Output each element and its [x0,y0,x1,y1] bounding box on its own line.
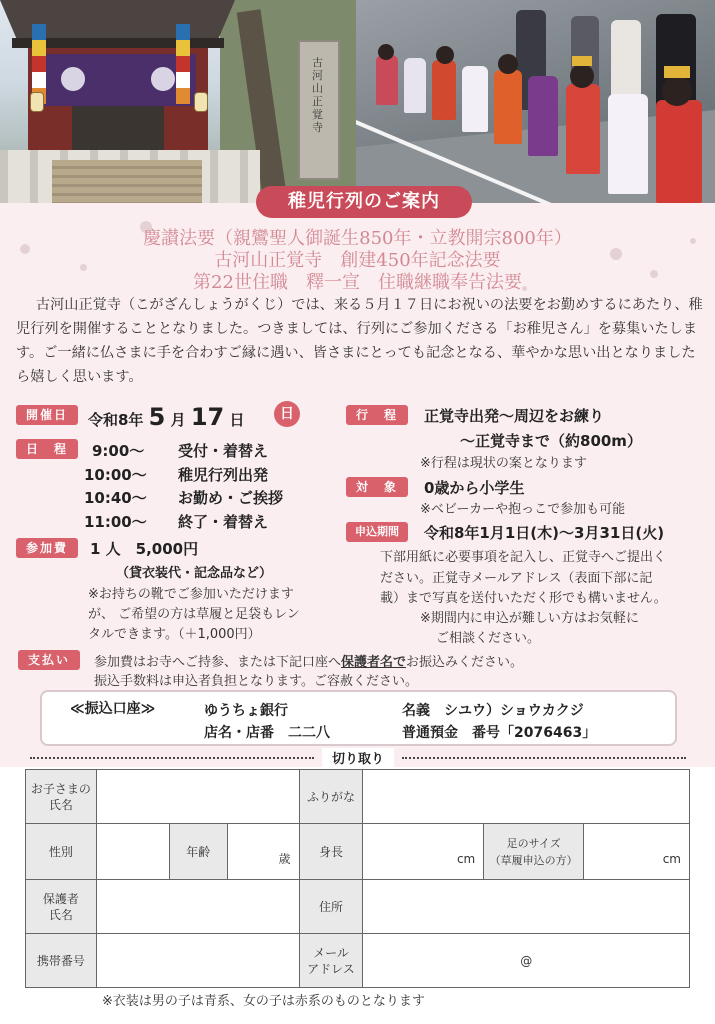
date-badge: 開催日 [16,405,78,425]
lantern-icon [194,92,208,112]
photo-strip [0,0,715,203]
schedule-event-1: 受付・着替え [178,442,269,460]
child-name-label [26,770,97,824]
child-figure [528,76,558,156]
fee-note-3: タルできます。（＋1,000円） [88,627,261,642]
child-figure [656,100,702,203]
child-figure [376,55,398,105]
gender-label: 性別 [26,824,97,880]
child-head [436,46,454,64]
cut-line-left [30,757,314,759]
application-badge: 申込期間 [346,522,408,542]
date-month-unit: 月 [170,411,186,429]
payment-badge: 支払い [18,650,80,670]
child-name-field[interactable] [96,770,299,824]
application-period: 令和8年1月1日(木)～3月31日(火) [424,524,665,542]
height-label: 身長 [299,824,363,880]
email-field[interactable] [363,934,690,988]
application-line-1: 下部用紙に必要事項を記入し、正覚寺へご提出く [380,550,667,565]
payment-line-2: 振込手数料は申込者負担となります。ご容赦ください。 [94,674,418,689]
page-title: 稚児行列のご案内 [256,186,472,218]
headline-line-1: 慶讃法要（親鸞聖人御誕生850年・立教開宗800年） [143,228,572,249]
child-figure [608,94,648,194]
age-unit: 歳 [278,852,291,866]
cut-line-right [402,757,686,759]
weekday-badge: 日 [274,401,300,427]
schedule-time-4: 11:00～ [84,513,147,531]
banner-flag [176,24,190,104]
application-form [25,769,690,988]
application-line-5: ご相談ください。 [436,631,541,646]
bank-branch: 店名・店番 二二八 [204,725,330,741]
child-figure [404,58,426,113]
height-unit: cm [456,851,476,866]
child-head [498,54,518,74]
fee-includes: （貸衣装代・記念品など） [116,566,273,581]
foot-size-label-text: 足のサイズ （草履申込の方） [489,836,578,867]
guardian-name-label-text: 保護者 氏名 [42,891,79,922]
cut-label: 切り取り [322,748,394,767]
route-line-2: ～正覚寺まで（約800m） [460,432,642,450]
date-era: 令和8年 [88,411,144,429]
gender-field[interactable] [96,824,169,880]
fee-amount: 1 人 5,000円 [90,540,199,558]
bank-account-box [40,690,677,746]
route-note: ※行程は現状の案となります [420,456,587,471]
temple-photo [0,0,356,203]
foot-size-field[interactable] [584,824,690,880]
child-head [662,76,692,106]
application-line-4: ※期間内に申込が難しい方はお気軽に [420,611,639,626]
guardian-name-field[interactable] [96,880,299,934]
fee-note-1: ※お持ちの靴でご参加いただけます [88,587,294,602]
child-head [378,44,394,60]
crest-icon [58,64,88,94]
parade-photo [356,0,715,203]
stone-marker-text: 古河山正覚寺 [312,56,323,134]
phone-field[interactable] [96,934,299,988]
schedule-event-2: 稚児行列出発 [178,466,269,484]
intro-paragraph: 古河山正覚寺（こがざんしょうがくじ）では、来る５月１７日にお祝いの法要をお勤めするにあたり、稚児行列を開催することとなりました。つきましては、行列にご参加くださる「お稚児さん」を募集いたします。ご一緒に仏さまに手を合わすご縁に遇い、皆さまにとっても記念となる、華やかな思い出となりましたら嬉しく思います。 [16,297,703,385]
address-field[interactable] [363,880,690,934]
schedule-badge: 日 程 [16,439,78,459]
headline-line-3: 第22世住職 釋一宣 住職継職奉告法要 [193,272,522,293]
schedule-time-3: 10:40～ [84,489,147,507]
child-figure [494,70,522,144]
crown-icon [572,56,592,66]
schedule-event-4: 終了・着替え [178,513,269,531]
fee-note-2: が、 ご希望の方は草履と足袋もレン [88,607,300,622]
crown-icon [664,66,690,78]
payment-text-post: お振込みください。 [406,655,524,670]
steps [52,160,202,203]
age-label: 年齢 [169,824,227,880]
application-line-3: 載）まで写真を送付いただく形でも構いません。 [380,591,667,606]
target-note: ※ベビーカーや抱っこで参加も可能 [420,502,626,517]
email-label [299,934,363,988]
email-at: @ [520,953,533,968]
bank-name: ゆうちょ銀行 [204,703,288,719]
child-figure [566,84,600,174]
payment-text-emph: 保護者名で [341,655,407,670]
target-badge: 対 象 [346,477,408,497]
application-line-2: ださい。正覚寺メールアドレス（表面下部に記 [380,571,653,586]
phone-label: 携帯番号 [26,934,97,988]
furigana-label: ふりがな [299,770,363,824]
costume-footnote: ※衣装は男の子は青系、女の子は赤系のものとなります [102,994,425,1009]
guardian-name-label [26,880,97,934]
route-line-1: 正覚寺出発～周辺をお練り [424,407,605,425]
lantern-icon [30,92,44,112]
schedule-time-1: 9:00～ [92,442,145,460]
height-field[interactable] [363,824,484,880]
payment-line-1 [94,651,523,670]
furigana-field[interactable] [363,770,690,824]
event-date [88,403,245,431]
headline-line-2: 古河山正覚寺 創建450年記念法要 [214,250,501,271]
child-figure [432,60,456,120]
child-figure [462,66,488,132]
bank-holder: 名義 シユウ）ショウカクジ [402,703,584,719]
date-day-unit: 日 [229,411,245,429]
child-name-label-text: お子さまの 氏名 [30,781,91,812]
address-label: 住所 [299,880,363,934]
route-badge: 行 程 [346,405,408,425]
foot-size-label [484,824,584,880]
email-label-text: メール アドレス [307,945,355,976]
bank-heading: ≪振込口座≫ [70,701,156,717]
fee-badge: 参加費 [16,538,78,558]
child-head [570,64,594,88]
age-field[interactable] [227,824,299,880]
bank-account: 普通預金 番号「2076463」 [402,725,597,741]
schedule-time-2: 10:00～ [84,466,147,484]
schedule-event-3: お勤め・ご挨拶 [178,489,284,507]
date-month: 5 [148,403,166,431]
payment-text-pre: 参加費はお寺へご持参、または下記口座へ [94,655,342,670]
target-value: 0歳から小学生 [424,479,525,497]
foot-size-unit: cm [662,851,681,866]
date-day: 17 [190,403,225,431]
crest-icon [148,64,178,94]
